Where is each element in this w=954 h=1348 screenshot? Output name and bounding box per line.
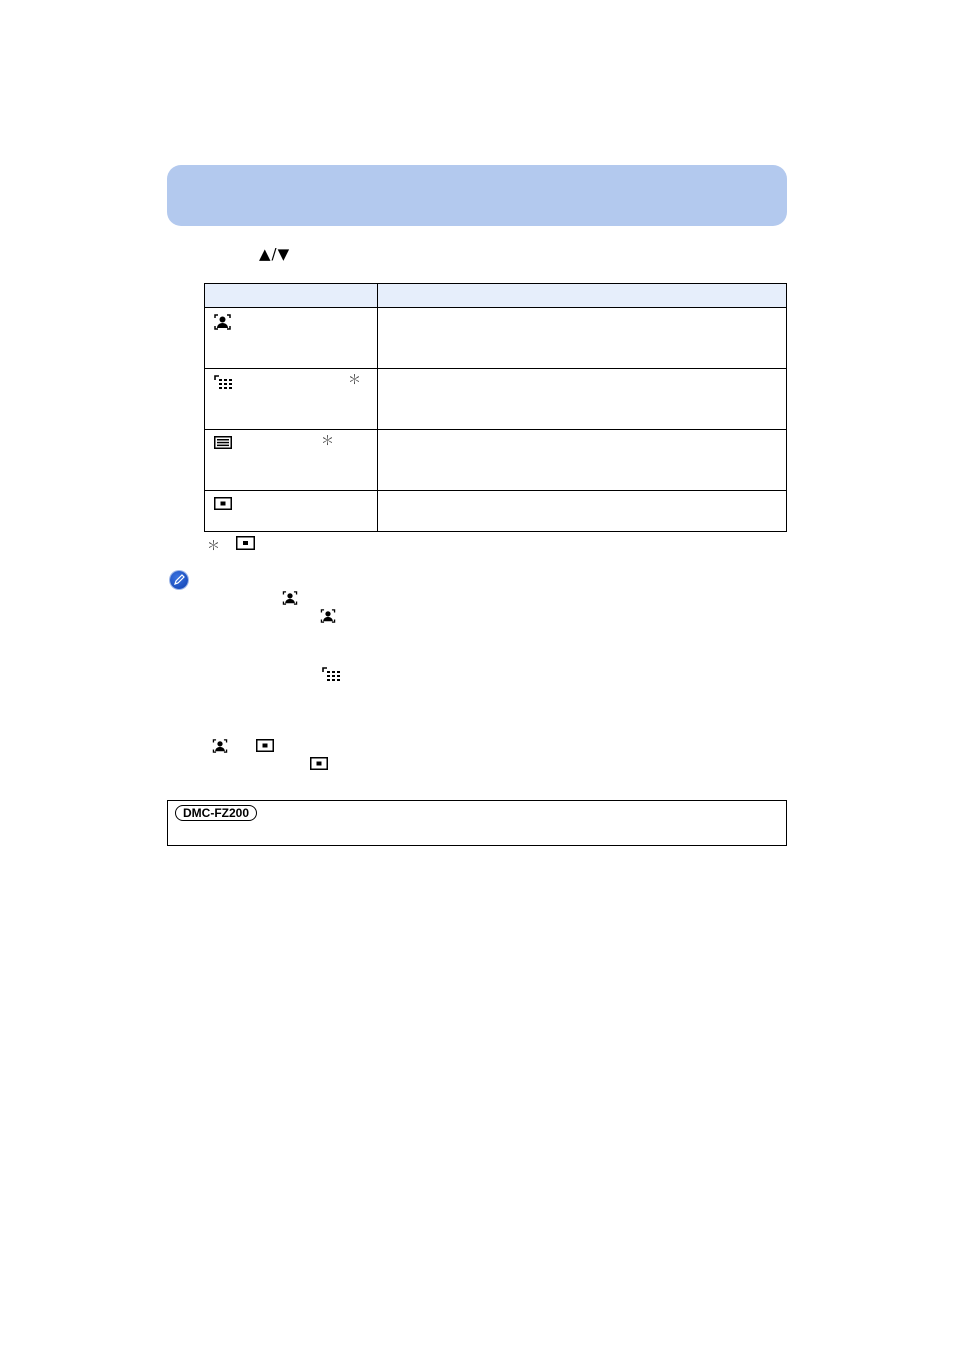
mode-cell-multi-area [205, 369, 378, 430]
single-point-af-icon [310, 757, 328, 770]
model-note-box [167, 800, 787, 846]
single-point-af-icon [256, 739, 274, 752]
mode-cell-single-point [205, 491, 378, 532]
description-cell [378, 430, 787, 491]
description-cell [378, 491, 787, 532]
face-detection-icon [214, 314, 231, 330]
description-cell [378, 308, 787, 369]
multi-area-af-icon [214, 375, 233, 389]
table-row [205, 491, 787, 532]
table-header-row [205, 284, 787, 308]
table-row [205, 369, 787, 430]
single-point-af-icon [214, 497, 232, 510]
table-row [205, 308, 787, 369]
table-header-mode [205, 284, 378, 308]
face-detection-icon [320, 609, 336, 623]
model-badge: DMC-FZ200 [175, 805, 257, 821]
single-point-af-icon [236, 536, 255, 550]
pencil-icon [170, 571, 188, 589]
multi-area-af-icon [322, 667, 341, 681]
face-detection-icon [212, 739, 228, 753]
table-header-description [378, 284, 787, 308]
table-row [205, 430, 787, 491]
note-pencil-icon [170, 571, 188, 589]
footnote-star: ＊ [321, 434, 335, 449]
mode-cell-area [205, 430, 378, 491]
description-cell [378, 369, 787, 430]
mode-cell-face-detection [205, 308, 378, 369]
af-mode-table [204, 283, 787, 532]
face-detection-icon [282, 591, 298, 605]
section-title-bar [167, 165, 787, 226]
footnote-star: ＊ [348, 373, 362, 388]
footnote-star: ＊ [207, 539, 221, 554]
area-af-icon [214, 436, 232, 449]
up-down-arrows-icon: ▲/▼ [259, 245, 291, 263]
